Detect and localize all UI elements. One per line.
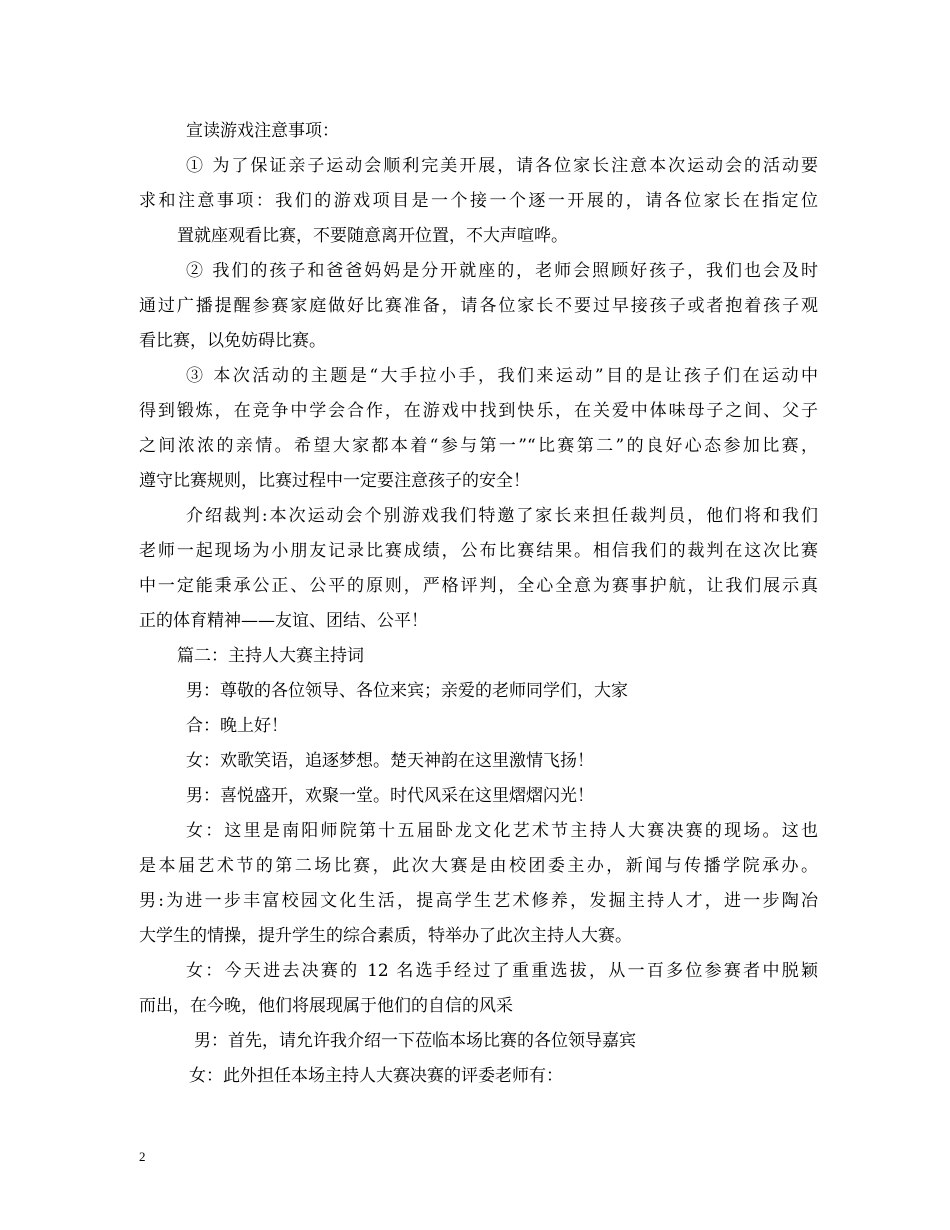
text-line: 中一定能秉承公正、公平的原则，严格评判，全心全意为赛事护航，让我们展示真 xyxy=(139,576,818,596)
text-line: 通过广播提醒参赛家庭做好比赛准备，请各位家长不要过早接孩子或者抱着孩子观 xyxy=(139,296,818,316)
text-line: 男：首先，请允许我介绍一下莅临本场比赛的各位领导嘉宾 xyxy=(194,1031,636,1051)
text-line: 男：喜悦盛开，欢聚一堂。时代风采在这里熠熠闪光！ xyxy=(186,786,594,806)
text-line: 而出，在今晚，他们将展现属于他们的自信的风采 xyxy=(139,996,513,1016)
text-line: 看比赛，以免妨碍比赛。 xyxy=(139,331,326,351)
text-line: 宣读游戏注意事项： xyxy=(186,121,339,141)
text-line: 得到锻炼，在竞争中学会合作，在游戏中找到快乐，在关爱中体味母子之间、父子 xyxy=(139,401,818,421)
text-line: 男：尊敬的各位领导、各位来宾；亲爱的老师同学们，大家 xyxy=(186,681,628,701)
text-line: 男:为进一步丰富校园文化生活，提高学生艺术修养，发掘主持人才，进一步陶冶 xyxy=(139,891,818,911)
text-line: ② 我们的孩子和爸爸妈妈是分开就座的，老师会照顾好孩子，我们也会及时 xyxy=(186,261,818,281)
text-line: ① 为了保证亲子运动会顺利完美开展，请各位家长注意本次运动会的活动要 xyxy=(186,156,818,176)
text-line: 合：晚上好！ xyxy=(186,716,288,736)
page-number: 2 xyxy=(139,1149,146,1164)
text-line: 之间浓浓的亲情。希望大家都本着“参与第一”“比赛第二”的良好心态参加比赛， xyxy=(139,436,818,456)
text-line: 是本届艺术节的第二场比赛，此次大赛是由校团委主办，新闻与传播学院承办。 xyxy=(139,856,818,876)
text-line: 女：此外担任本场主持人大赛决赛的评委老师有： xyxy=(189,1066,563,1086)
text-line: 女：这里是南阳师院第十五届卧龙文化艺术节主持人大赛决赛的现场。这也 xyxy=(186,821,818,841)
text-line: 女：欢歌笑语，追逐梦想。楚天神韵在这里激情飞扬！ xyxy=(186,751,594,771)
text-line: 老师一起现场为小朋友记录比赛成绩，公布比赛结果。相信我们的裁判在这次比赛 xyxy=(139,541,818,561)
text-line: ③ 本次活动的主题是“大手拉小手，我们来运动”目的是让孩子们在运动中 xyxy=(186,366,818,386)
text-line: 介绍裁判:本次运动会个别游戏我们特邀了家长来担任裁判员，他们将和我们 xyxy=(186,506,818,526)
text-line: 女：今天进去决赛的 12 名选手经过了重重选拔，从一百多位参赛者中脱颖 xyxy=(186,961,818,981)
text-line: 置就座观看比赛，不要随意离开位置，不大声喧哗。 xyxy=(177,226,568,246)
text-line: 大学生的情操，提升学生的综合素质，特举办了此次主持人大赛。 xyxy=(139,926,632,946)
text-line: 遵守比赛规则，比赛过程中一定要注意孩子的安全！ xyxy=(139,471,530,491)
text-line: 正的体育精神——友谊、团结、公平！ xyxy=(139,611,428,631)
text-line: 求和注意事项：我们的游戏项目是一个接一个逐一开展的，请各位家长在指定位 xyxy=(139,191,818,211)
section-heading: 篇二：主持人大赛主持词 xyxy=(177,646,364,666)
